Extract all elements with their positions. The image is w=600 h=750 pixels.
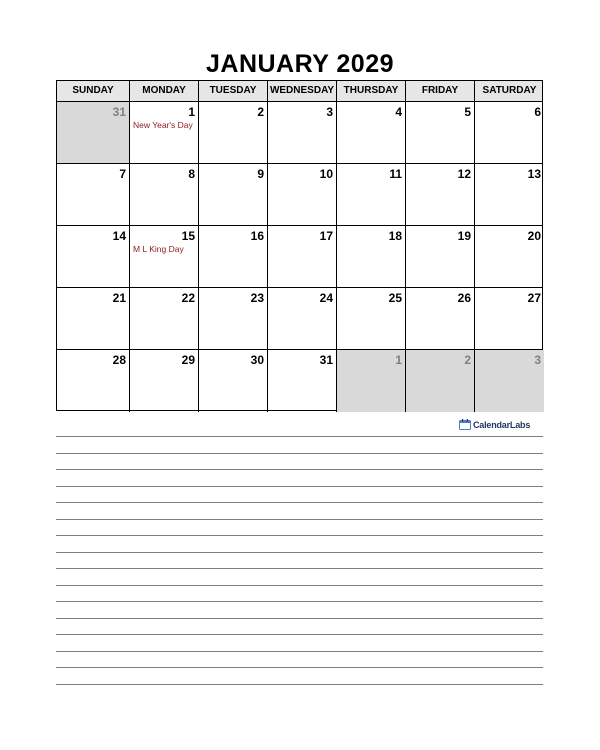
weekday-header-row bbox=[57, 81, 542, 102]
day-cell bbox=[57, 164, 130, 225]
day-cell bbox=[406, 226, 475, 287]
note-line bbox=[56, 519, 543, 520]
weekday-tuesday: TUESDAY bbox=[199, 81, 268, 101]
day-cell bbox=[199, 350, 268, 412]
week-row bbox=[57, 350, 542, 412]
weeks-container bbox=[57, 102, 542, 412]
day-cell bbox=[57, 226, 130, 287]
note-line bbox=[56, 453, 543, 454]
day-cell bbox=[406, 288, 475, 349]
day-cell-other-month bbox=[57, 102, 130, 163]
day-number: 13 bbox=[527, 167, 541, 181]
day-number: 31 bbox=[112, 105, 126, 119]
day-cell bbox=[268, 350, 337, 412]
day-number: 12 bbox=[457, 167, 471, 181]
weekday-thursday: THURSDAY bbox=[337, 81, 406, 101]
day-cell bbox=[199, 164, 268, 225]
day-cell bbox=[337, 164, 406, 225]
calendar-icon bbox=[459, 419, 471, 430]
day-number: 19 bbox=[457, 229, 471, 243]
day-number: 5 bbox=[464, 105, 471, 119]
day-cell-other-month bbox=[475, 350, 544, 412]
weekday-monday: MONDAY bbox=[130, 81, 199, 101]
day-cell bbox=[268, 288, 337, 349]
note-line bbox=[56, 568, 543, 569]
day-number: 9 bbox=[257, 167, 264, 181]
note-line bbox=[56, 684, 543, 685]
day-number: 21 bbox=[112, 291, 126, 305]
day-number: 20 bbox=[527, 229, 541, 243]
holiday-label: M L King Day bbox=[133, 244, 184, 254]
day-number: 22 bbox=[181, 291, 195, 305]
day-cell bbox=[130, 288, 199, 349]
day-cell bbox=[406, 164, 475, 225]
note-line bbox=[56, 535, 543, 536]
note-line bbox=[56, 651, 543, 652]
day-number: 31 bbox=[319, 353, 333, 367]
day-number: 8 bbox=[188, 167, 195, 181]
day-number: 24 bbox=[319, 291, 333, 305]
day-cell-other-month bbox=[406, 350, 475, 412]
day-number: 3 bbox=[534, 353, 541, 367]
day-number: 30 bbox=[250, 353, 264, 367]
day-cell bbox=[199, 288, 268, 349]
day-number: 17 bbox=[319, 229, 333, 243]
note-line bbox=[56, 585, 543, 586]
day-number: 25 bbox=[388, 291, 402, 305]
note-line bbox=[56, 486, 543, 487]
note-line bbox=[56, 667, 543, 668]
note-line bbox=[56, 601, 543, 602]
day-number: 2 bbox=[464, 353, 471, 367]
day-number: 18 bbox=[388, 229, 402, 243]
day-number: 15 bbox=[181, 229, 195, 243]
day-cell bbox=[130, 350, 199, 412]
note-line bbox=[56, 436, 543, 437]
day-cell bbox=[268, 226, 337, 287]
week-row bbox=[57, 164, 542, 226]
day-cell bbox=[57, 350, 130, 412]
week-row bbox=[57, 288, 542, 350]
day-number: 26 bbox=[457, 291, 471, 305]
day-cell bbox=[475, 288, 544, 349]
day-cell bbox=[199, 102, 268, 163]
day-cell bbox=[337, 102, 406, 163]
note-line bbox=[56, 552, 543, 553]
day-number: 6 bbox=[534, 105, 541, 119]
weekday-friday: FRIDAY bbox=[406, 81, 475, 101]
day-cell bbox=[337, 288, 406, 349]
day-cell bbox=[475, 164, 544, 225]
holiday-label: New Year's Day bbox=[133, 120, 193, 130]
weekday-saturday: SATURDAY bbox=[482, 85, 537, 96]
day-number: 14 bbox=[112, 229, 126, 243]
note-line bbox=[56, 618, 543, 619]
day-number: 7 bbox=[119, 167, 126, 181]
month-title: JANUARY 2029 bbox=[205, 50, 395, 78]
note-line bbox=[56, 634, 543, 635]
day-cell bbox=[199, 226, 268, 287]
day-cell bbox=[337, 226, 406, 287]
day-number: 27 bbox=[527, 291, 541, 305]
day-cell bbox=[130, 102, 199, 163]
weekday-sunday: SUNDAY bbox=[57, 81, 130, 101]
day-number: 28 bbox=[112, 353, 126, 367]
day-number: 16 bbox=[250, 229, 264, 243]
day-cell bbox=[268, 164, 337, 225]
note-line bbox=[56, 502, 543, 503]
note-line bbox=[56, 469, 543, 470]
day-cell bbox=[57, 288, 130, 349]
day-cell bbox=[406, 102, 475, 163]
day-number: 1 bbox=[188, 105, 195, 119]
day-cell bbox=[130, 164, 199, 225]
brand-name: CalendarLabs bbox=[473, 419, 531, 430]
day-cell bbox=[475, 102, 544, 163]
day-number: 4 bbox=[395, 105, 402, 119]
day-number: 10 bbox=[319, 167, 333, 181]
brand-logo bbox=[459, 418, 530, 431]
day-number: 11 bbox=[389, 167, 402, 181]
day-number: 23 bbox=[250, 291, 264, 305]
day-cell bbox=[130, 226, 199, 287]
day-number: 3 bbox=[326, 105, 333, 119]
week-row bbox=[57, 102, 542, 164]
weekday-wednesday: WEDNESDAY bbox=[268, 81, 337, 101]
day-number: 2 bbox=[257, 105, 264, 119]
day-number: 1 bbox=[395, 353, 402, 367]
week-row bbox=[57, 226, 542, 288]
day-cell-other-month bbox=[337, 350, 406, 412]
calendar-grid bbox=[56, 80, 543, 411]
day-number: 29 bbox=[181, 353, 195, 367]
day-cell bbox=[475, 226, 544, 287]
day-cell bbox=[268, 102, 337, 163]
